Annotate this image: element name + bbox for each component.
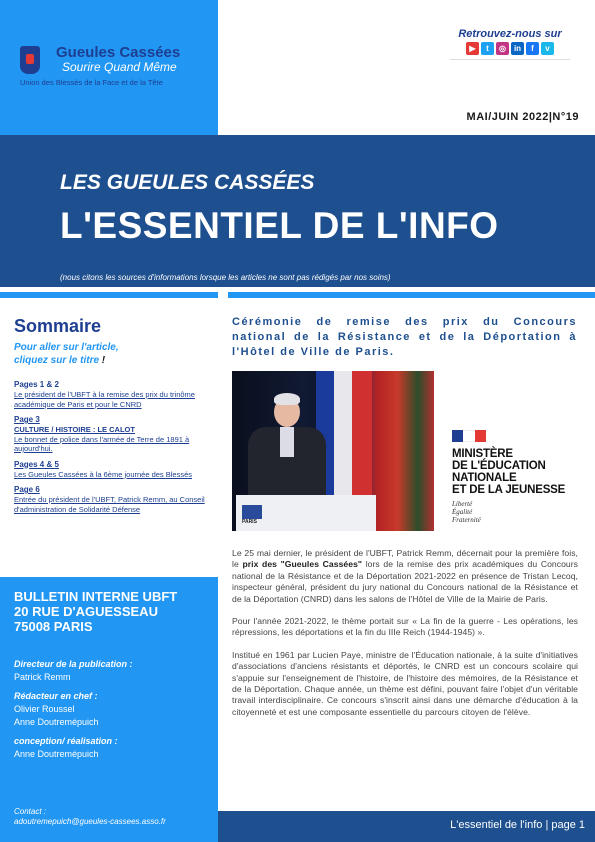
- toc-pages: Pages 4 & 5: [14, 459, 59, 469]
- twitter-icon[interactable]: t: [481, 42, 494, 55]
- banner-note: (nous citons les sources d'informations lorsque les articles ne sont pas rédigés par nos soins): [60, 273, 391, 282]
- logo-subtitle: Sourire Quand Même: [62, 60, 177, 74]
- toc-item[interactable]: [14, 415, 209, 454]
- toc-heading: Sommaire: [14, 316, 102, 336]
- toc-pages: Page 3: [14, 415, 40, 424]
- social-icons: [450, 42, 570, 55]
- sidebar: [0, 292, 218, 842]
- credit-value: Olivier Roussel: [14, 704, 75, 714]
- toc-list: [14, 380, 209, 520]
- instagram-icon[interactable]: ◎: [496, 42, 509, 55]
- page-footer: [218, 811, 595, 842]
- ministry-logo: [452, 430, 582, 524]
- toc-link[interactable]: Entrée du président de l'UBFT, Patrick Remm, au Conseil d'administration de Solidarité Défense: [14, 495, 205, 514]
- article-paragraph: Institué en 1961 par Lucien Paye, ministre de l'Éducation nationale, à la suite d'initiatives d'associations d'anciens résistants et déportés, le CNRD est un concours scolaire qui s'appuie sur l'enseignement de l'histoire, de l'histoire des mémoires, de la Résistance et de la Déportation. Chaque année, un thème est défini, pouvant faire l'objet d'un véritable travail interdisciplinaire. Ce concours s'inscrit ainsi dans une démarche d'éducation à la citoyenneté et est une composante essentielle du parcours citoyen de l'élève.: [232, 649, 578, 717]
- credit-value: Anne Doutremépuich: [14, 749, 99, 759]
- article-title[interactable]: Cérémonie de remise des prix du Concours national de la Résistance et de la Déportation à l'Hôtel de Ville de Paris.: [232, 316, 577, 358]
- contact-email-link[interactable]: adoutremepuich@gueules-cassees.asso.fr: [14, 817, 166, 826]
- contact: Contact : adoutremepuich@gueules-cassees.asso.fr: [14, 807, 166, 826]
- ceremony-photo: [232, 371, 434, 531]
- french-flag-icon: [452, 430, 486, 442]
- toc-pages: Pages 1 & 2: [14, 380, 59, 389]
- banner-title: L'ESSENTIEL DE L'INFO: [60, 205, 499, 246]
- banner-kicker: LES GUEULES CASSÉES: [60, 171, 315, 194]
- facebook-icon[interactable]: f: [526, 42, 539, 55]
- header-logo-panel: [0, 0, 218, 135]
- publication-info: [0, 577, 218, 842]
- association-logo[interactable]: [12, 42, 212, 92]
- accent-bar: [228, 292, 595, 298]
- logo-tagline: Union des Blessés de la Face et de la Tête: [20, 78, 163, 87]
- social-title: Retrouvez-nous sur: [458, 28, 562, 40]
- logo-title: Gueules Cassées: [56, 44, 181, 61]
- toc-pages: Page 6: [14, 485, 40, 494]
- credit-value: Anne Doutremépuich: [14, 717, 99, 727]
- linkedin-icon[interactable]: in: [511, 42, 524, 55]
- table-of-contents: [0, 292, 218, 577]
- ministry-motto: Liberté Égalité Fraternité: [452, 500, 481, 524]
- podium-label: PARIS: [242, 519, 257, 525]
- credit-label: Directeur de la publication :: [14, 659, 133, 669]
- postal-address: BULLETIN INTERNE UBFT 20 RUE D'AGUESSEAU 75008 PARIS: [14, 589, 178, 634]
- toc-link[interactable]: Le bonnet de police dans l'armée de Terre de 1891 à aujourd'hui.: [14, 434, 190, 453]
- article-paragraph: Pour l'année 2021-2022, le thème portait sur « La fin de la guerre - Les opérations, les répressions, les déportations et la fin du IIIe Reich (1944-1945) ».: [232, 616, 578, 638]
- article-body: [232, 548, 578, 729]
- toc-topic[interactable]: CULTURE / HISTOIRE : LE CALOT: [14, 425, 135, 434]
- ministry-name: MINISTÈRE DE L'ÉDUCATION NATIONALE ET DE LA JEUNESSE: [452, 448, 566, 496]
- toc-link[interactable]: Le président de l'UBFT à la remise des prix du trinôme académique de Paris et pour le CNRD: [14, 390, 195, 409]
- vimeo-icon[interactable]: v: [541, 42, 554, 55]
- social-links: [450, 28, 570, 60]
- toc-hint: Pour aller sur l'article, cliquez sur le titre !: [14, 342, 119, 366]
- credit-value: Patrick Remm: [14, 672, 71, 682]
- article-paragraph: Le 25 mai dernier, le président de l'UBFT, Patrick Remm, décernait pour la première fois, le prix des "Gueules Cassées" lors de la remise des prix académiques du Concours national de la Résistance et de la Déportation 2021-2022 en présence de Tristan Lecoq, inspecteur général, président du jury national du Concours national de la Résistance et de la Déportation (CNRD) dans les salons de l'Hôtel de Ville de la Mairie de Paris.: [232, 548, 578, 604]
- youtube-icon[interactable]: ▶: [466, 42, 479, 55]
- paris-logo-icon: [242, 505, 262, 519]
- toc-item[interactable]: [14, 460, 209, 480]
- divider: [450, 59, 570, 60]
- title-banner: [0, 135, 595, 287]
- credit-label: Rédacteur en chef :: [14, 691, 98, 701]
- toc-link[interactable]: Les Gueules Cassées à la 6ème journée des Blessés: [14, 469, 193, 479]
- shield-icon: [20, 46, 40, 74]
- credit-label: conception/ réalisation :: [14, 736, 118, 746]
- toc-item[interactable]: [14, 380, 209, 409]
- footer-text: L'essentiel de l'info | page 1: [450, 819, 585, 831]
- issue-number: MAI/JUIN 2022|N°19: [466, 111, 579, 123]
- toc-item[interactable]: [14, 485, 209, 514]
- credits: [14, 652, 214, 761]
